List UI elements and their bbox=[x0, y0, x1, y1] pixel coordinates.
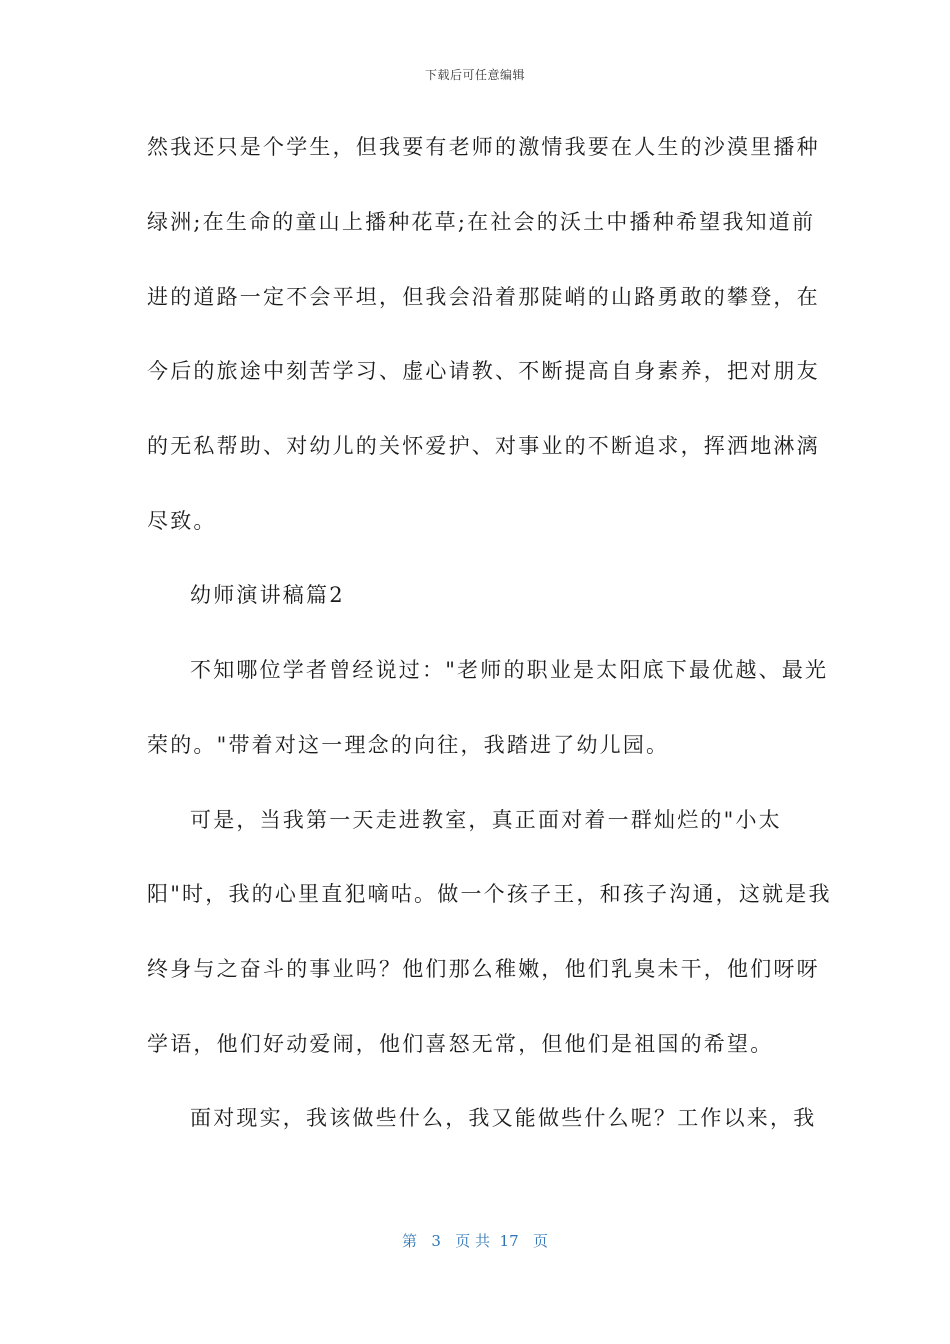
text-line: 的无私帮助、对幼儿的关怀爱护、对事业的不断追求，挥洒地淋漓 bbox=[147, 434, 820, 458]
page-header: 下载后可任意编辑 bbox=[424, 68, 525, 82]
text-line: 今后的旅途中刻苦学习、虚心请教、不断提高自身素养，把对朋友 bbox=[147, 359, 820, 383]
text-line: 学语，他们好动爱闹，他们喜怒无常，但他们是祖国的希望。 bbox=[147, 1032, 774, 1056]
text-line: 绿洲;在生命的童山上播种花草;在社会的沃土中播种希望我知道前 bbox=[147, 210, 816, 234]
text-line: 面对现实，我该做些什么，我又能做些什么呢？工作以来，我 bbox=[190, 1106, 817, 1130]
footer-page-mid: 页 共 bbox=[455, 1232, 490, 1250]
footer-page-total: 17 bbox=[499, 1232, 519, 1250]
text-line: 进的道路一定不会平坦，但我会沿着那陡峭的山路勇敢的攀登，在 bbox=[147, 285, 820, 309]
text-line: 然我还只是个学生，但我要有老师的激情我要在人生的沙漠里播种 bbox=[147, 135, 820, 159]
text-line: 荣的。"带着对这一理念的向往，我踏进了幼儿园。 bbox=[147, 733, 670, 757]
text-line: 阳"时，我的心里直犯嘀咕。做一个孩子王，和孩子沟通，这就是我 bbox=[147, 882, 832, 906]
text-line: 可是，当我第一天走进教室，真正面对着一群灿烂的"小太 bbox=[190, 808, 782, 832]
section-heading: 幼师演讲稿篇2 bbox=[190, 583, 345, 607]
footer-page-end: 页 bbox=[532, 1232, 548, 1250]
footer-page-current: 3 bbox=[431, 1232, 441, 1250]
text-line: 尽致。 bbox=[147, 509, 217, 533]
footer-page-label: 第 bbox=[402, 1232, 418, 1250]
text-line: 不知哪位学者曾经说过："老师的职业是太阳底下最优越、最光 bbox=[190, 658, 829, 682]
page-footer bbox=[0, 1230, 950, 1251]
text-line: 终身与之奋斗的事业吗？他们那么稚嫩，他们乳臭未干，他们呀呀 bbox=[147, 957, 820, 981]
